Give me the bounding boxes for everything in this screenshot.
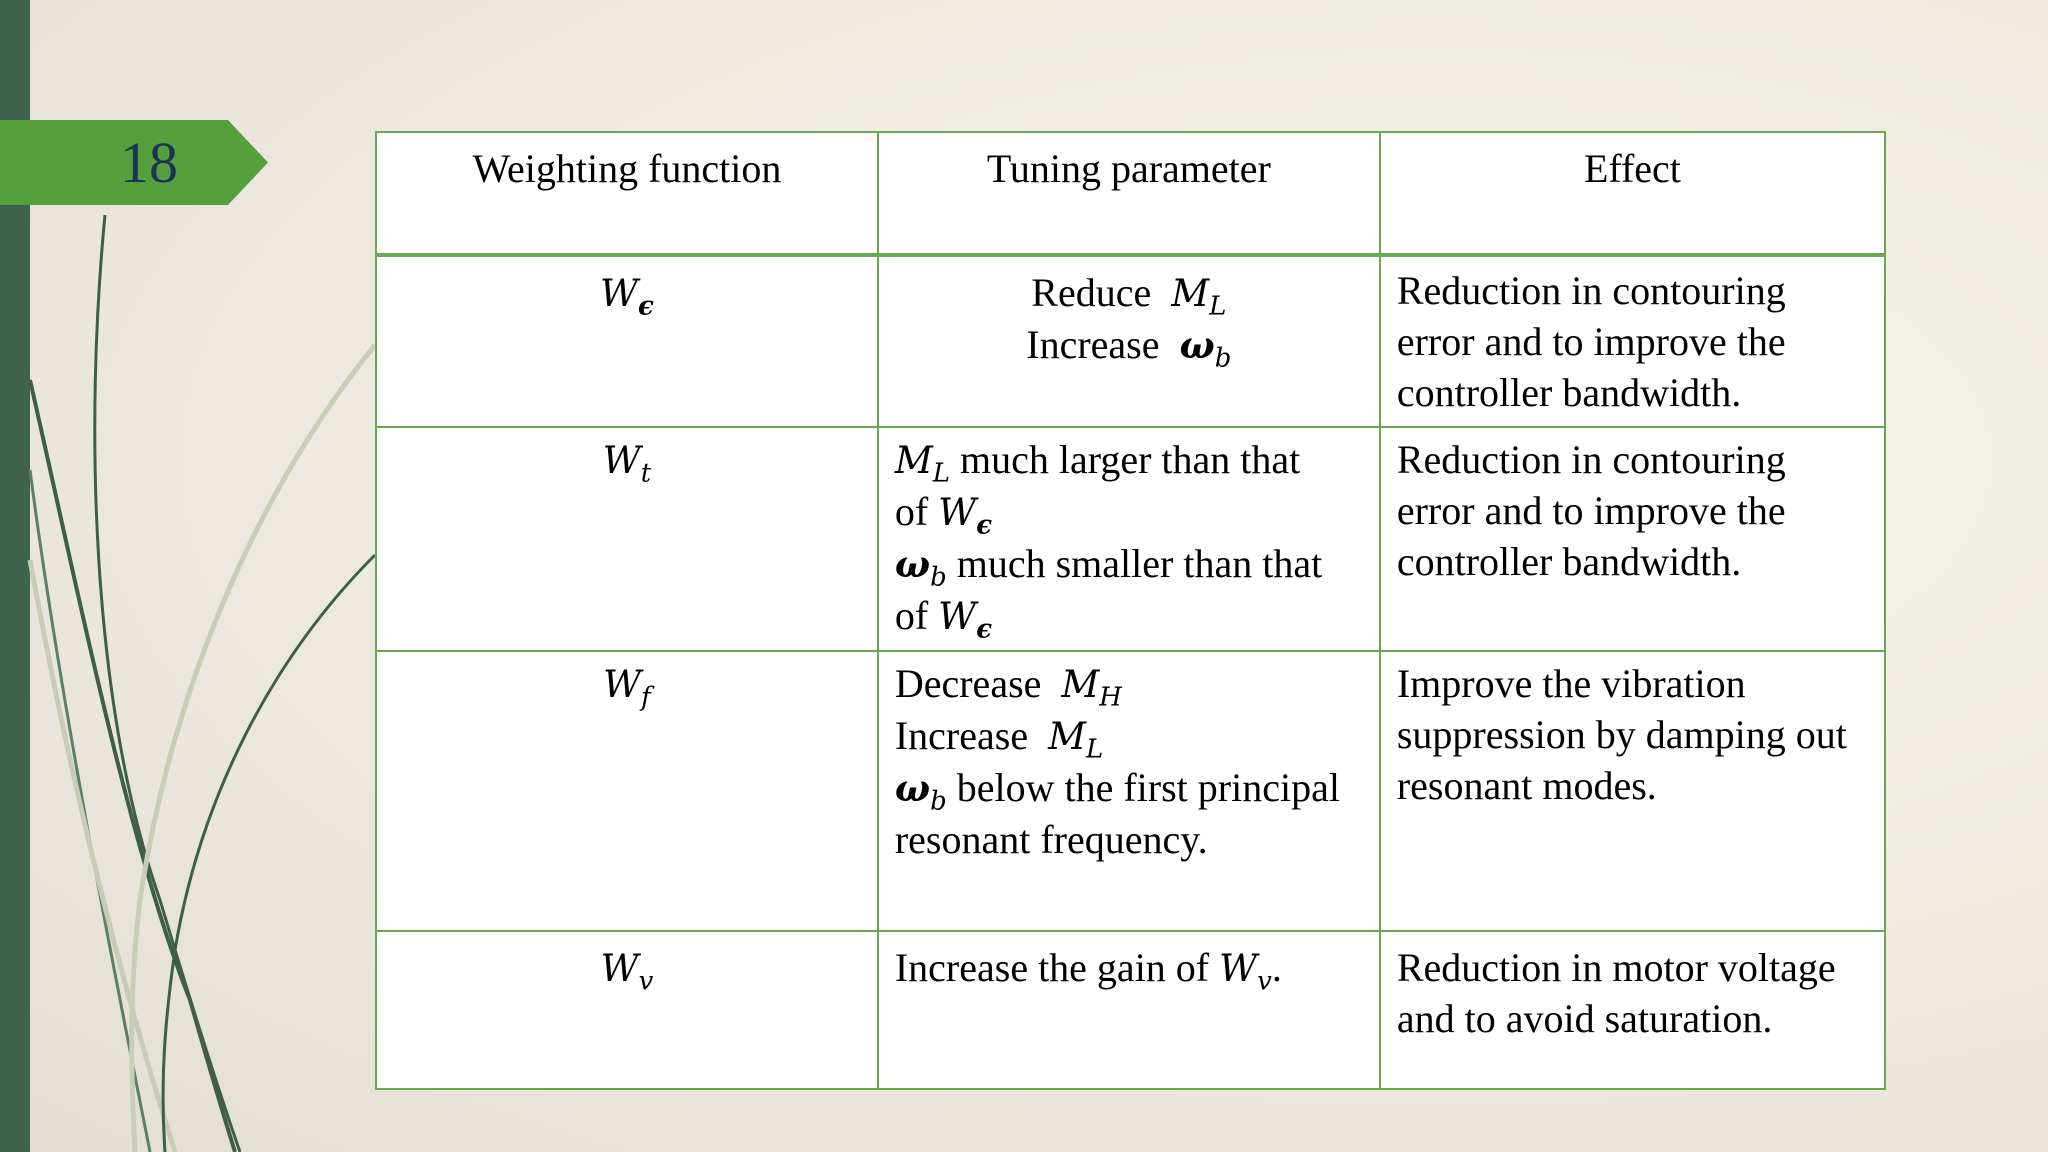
tuning-parameter-cell: Decrease $M_H$ Increase $M_L$ $\omega_b$ below the first principal resonant frequency. [878, 651, 1380, 931]
weighting-symbol: $W_v$ [600, 947, 654, 997]
weighting-function-table [375, 131, 1886, 1090]
weighting-symbol: $W_\epsilon$ [599, 272, 654, 322]
tuning-parameter-cell: Reduce $M_L$ Increase $\omega_b$ [878, 255, 1380, 427]
tuning-parameter-cell: Increase the gain of $W_v$. [878, 931, 1380, 1089]
tuning-parameter-cell: $M_L$ much larger than that of $W_\epsilon$ $\omega_b$ much smaller than that of $W_\epsilon$ [878, 427, 1380, 651]
table-row [376, 427, 1885, 651]
slide-number: 18 [120, 130, 178, 195]
header-weighting-function: Weighting function [376, 132, 878, 255]
effect-cell: Reduction in contouring error and to improve the controller bandwidth. [1380, 427, 1885, 651]
weighting-function-cell [376, 427, 878, 651]
weighting-symbol: $W_f$ [603, 663, 651, 713]
table-header-row [376, 132, 1885, 255]
table-row [376, 651, 1885, 931]
weighting-function-cell [376, 651, 878, 931]
table-row [376, 255, 1885, 427]
effect-cell: Reduction in motor voltage and to avoid saturation. [1380, 931, 1885, 1089]
effect-cell: Reduction in contouring error and to improve the controller bandwidth. [1380, 255, 1885, 427]
header-effect: Effect [1380, 132, 1885, 255]
header-tuning-parameter: Tuning parameter [878, 132, 1380, 255]
weighting-symbol: $W_t$ [602, 439, 652, 489]
table-row [376, 931, 1885, 1089]
weighting-function-cell [376, 931, 878, 1089]
effect-cell: Improve the vibration suppression by damping out resonant modes. [1380, 651, 1885, 931]
weighting-function-cell [376, 255, 878, 427]
